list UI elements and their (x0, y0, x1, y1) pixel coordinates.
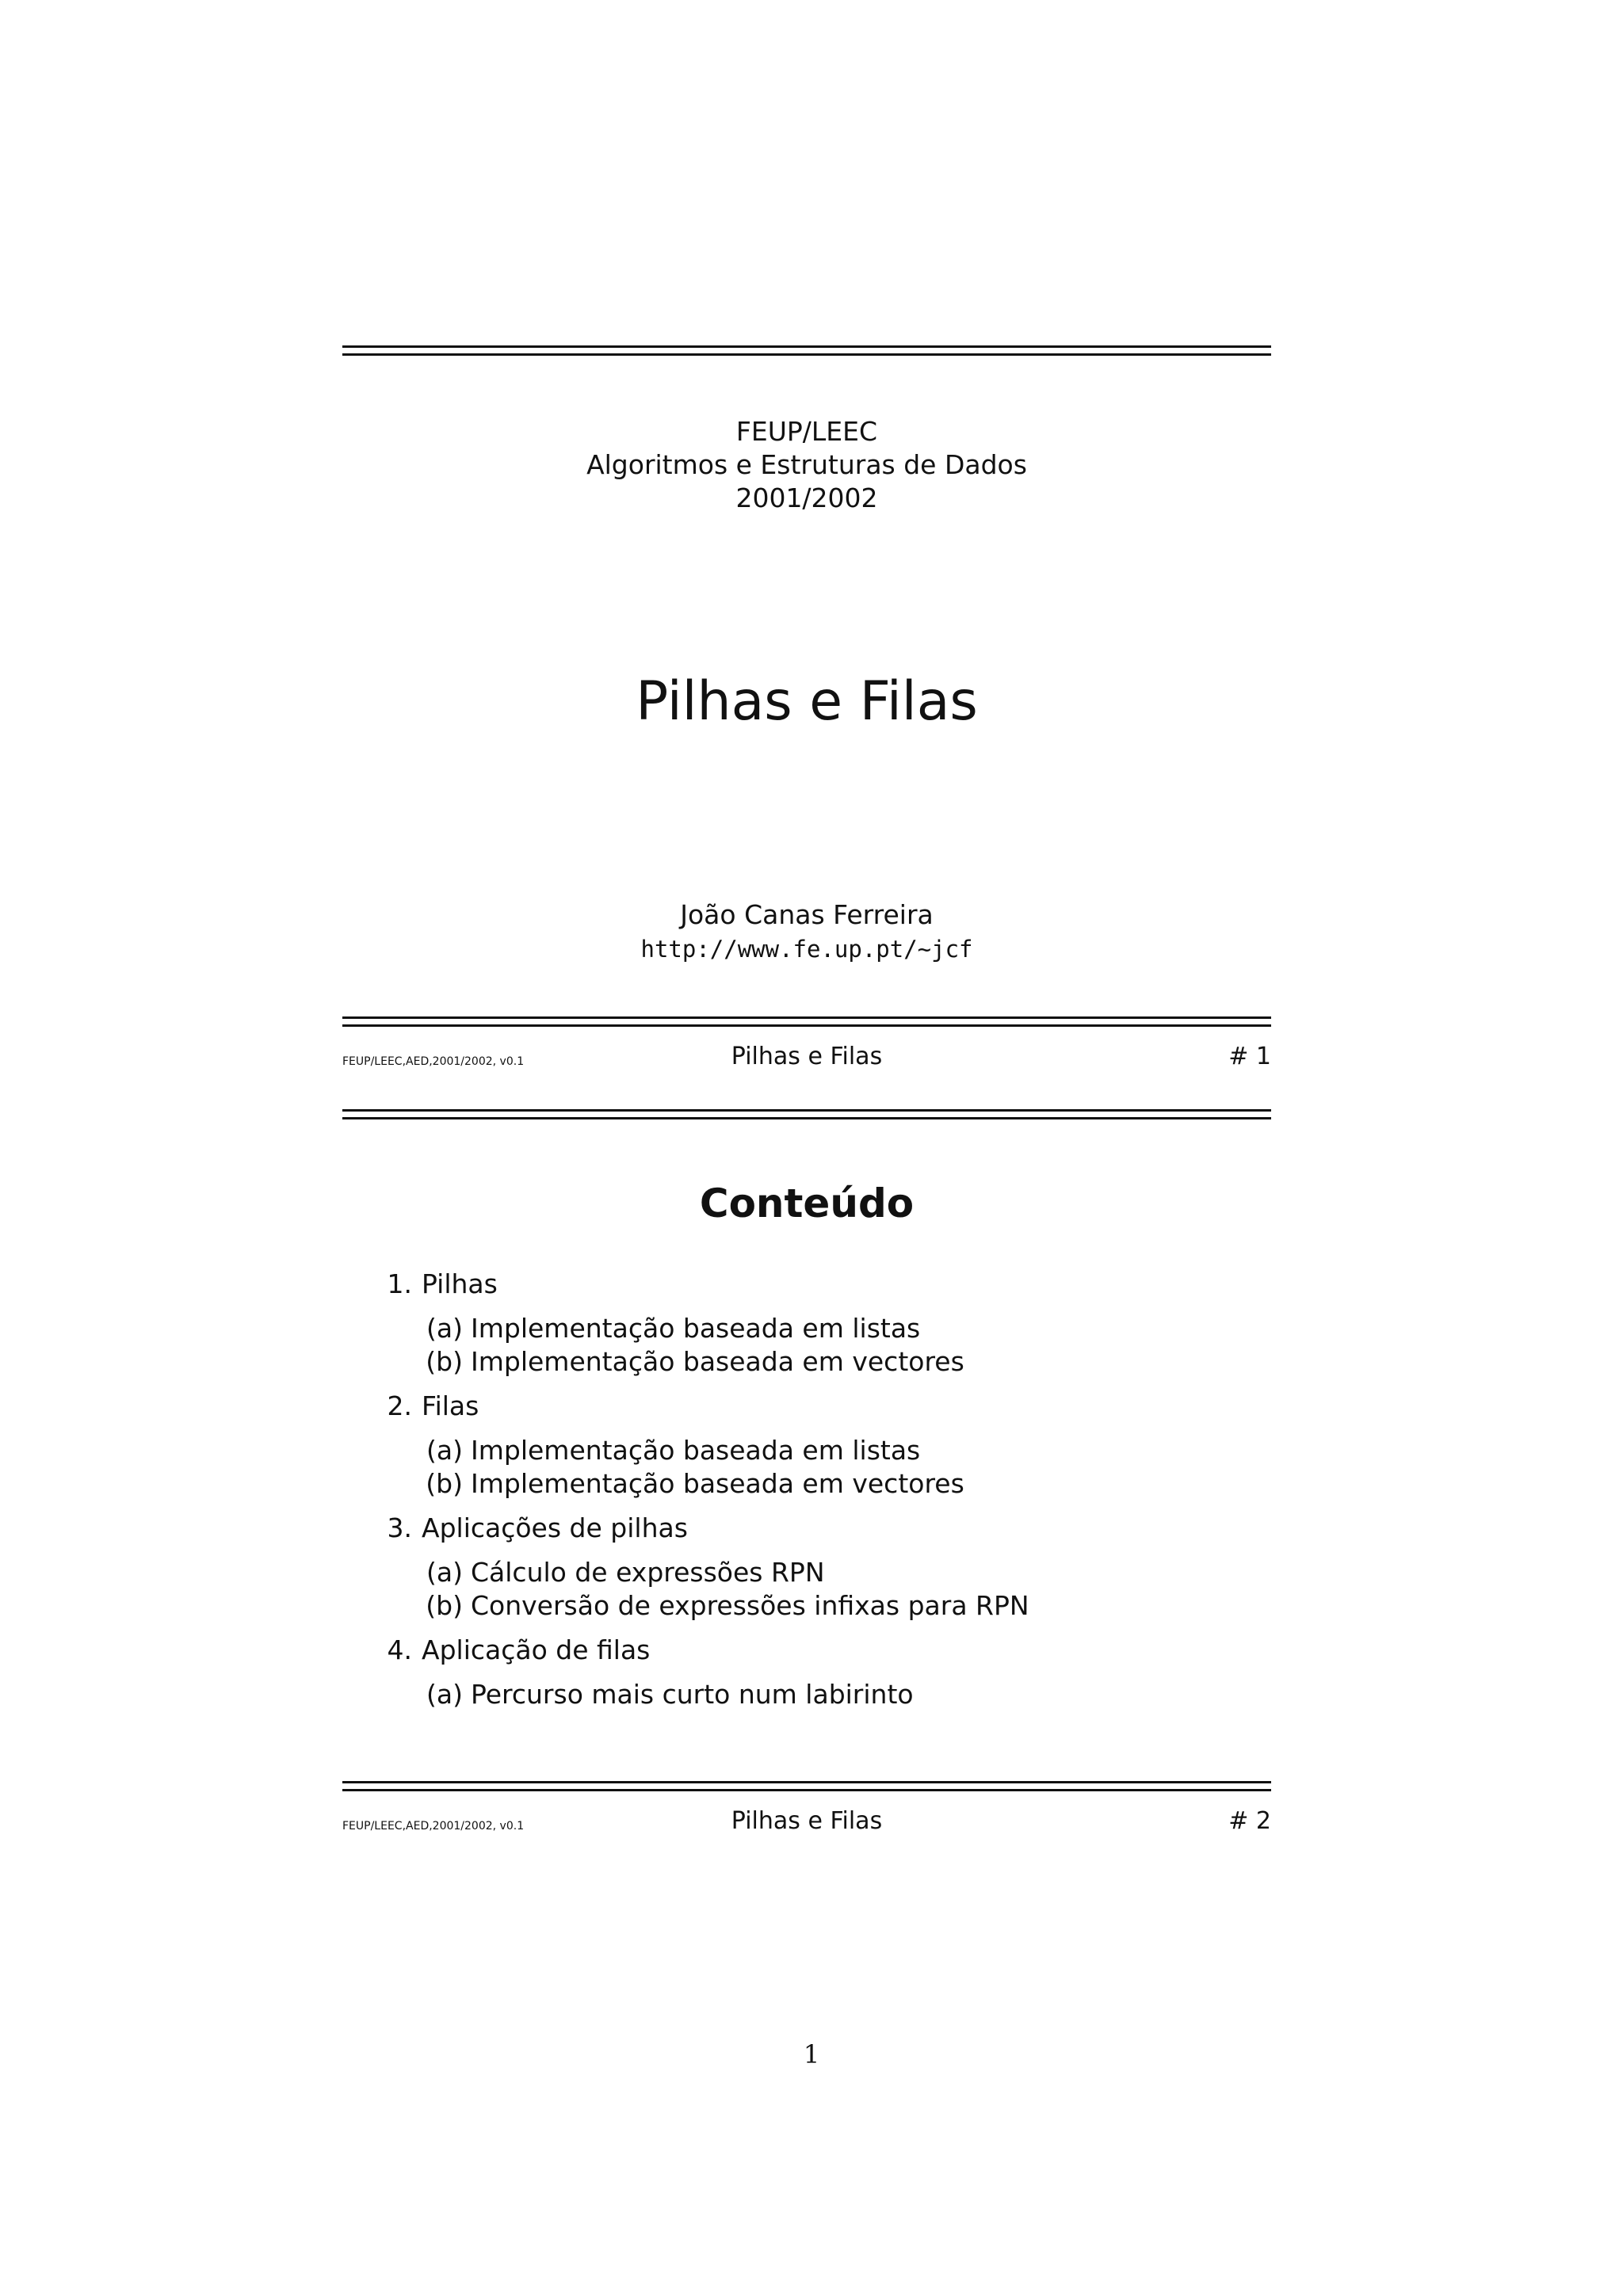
slide-title: Pilhas e Filas (636, 670, 978, 733)
toc-subitem-text: Percurso mais curto num labirinto (471, 1679, 914, 1710)
toc-subitem-label: (a) (426, 1557, 463, 1588)
toc-subitem-label: (a) (426, 1679, 463, 1710)
slide1-footer-right: # 1 (1228, 1043, 1271, 1070)
slide1-bottom-rule-2 (342, 1024, 1271, 1027)
toc-subitem-text: Implementação baseada em listas (471, 1435, 921, 1466)
toc-subitem-label: (b) (426, 1346, 463, 1377)
slide1-top-rule-1 (342, 345, 1271, 348)
toc-item-label: Filas (422, 1390, 479, 1421)
toc-subitem-text: Cálculo de expressões RPN (471, 1557, 825, 1588)
academic-year: 2001/2002 (735, 482, 878, 513)
course-name: Algoritmos e Estruturas de Dados (586, 449, 1027, 480)
toc-item-number: 1. (387, 1268, 412, 1299)
slide2-bottom-rule-1 (342, 1781, 1271, 1783)
slide2-top-rule-1 (342, 1109, 1271, 1112)
toc-item-number: 4. (387, 1634, 412, 1665)
toc-item-number: 3. (387, 1512, 412, 1543)
toc-subitem-label: (b) (426, 1468, 463, 1499)
slide2-footer-center: Pilhas e Filas (731, 1807, 883, 1835)
toc-subitem-label: (b) (426, 1590, 463, 1621)
toc-item-pilhas (372, 1268, 1244, 1379)
slide1-footer-left: FEUP/LEEC,AED,2001/2002, v0.1 (342, 1055, 525, 1068)
toc-subitem-text: Implementação baseada em listas (471, 1313, 921, 1344)
toc-item-aplicacoes-pilhas (372, 1512, 1244, 1623)
institution: FEUP/LEEC (735, 416, 878, 447)
author-name: João Canas Ferreira (680, 899, 934, 930)
toc-item-filas (372, 1390, 1244, 1501)
table-of-contents (372, 1268, 1244, 1722)
slide1-footer-center: Pilhas e Filas (731, 1043, 883, 1070)
toc-item-label: Aplicações de pilhas (422, 1512, 688, 1543)
toc-subitem-text: Implementação baseada em vectores (471, 1346, 964, 1377)
contents-heading: Conteúdo (699, 1180, 915, 1226)
slide2-top-rule-2 (342, 1117, 1271, 1119)
toc-item-label: Aplicação de filas (422, 1634, 651, 1665)
toc-subitem-text: Conversão de expressões infixas para RPN (471, 1590, 1029, 1621)
toc-item-number: 2. (387, 1390, 412, 1421)
toc-subitem-text: Implementação baseada em vectores (471, 1468, 964, 1499)
toc-subitem-label: (a) (426, 1313, 463, 1344)
toc-item-label: Pilhas (422, 1268, 498, 1299)
slide1-top-rule-2 (342, 353, 1271, 356)
page-number: 1 (803, 2039, 820, 2069)
slide2-footer-right: # 2 (1228, 1807, 1271, 1835)
author-url: http://www.fe.up.pt/~jcf (640, 936, 973, 963)
slide1-bottom-rule-1 (342, 1016, 1271, 1019)
slide2-bottom-rule-2 (342, 1789, 1271, 1791)
toc-item-aplicacao-filas (372, 1634, 1244, 1711)
toc-subitem-label: (a) (426, 1435, 463, 1466)
slide2-footer-left: FEUP/LEEC,AED,2001/2002, v0.1 (342, 1820, 525, 1833)
